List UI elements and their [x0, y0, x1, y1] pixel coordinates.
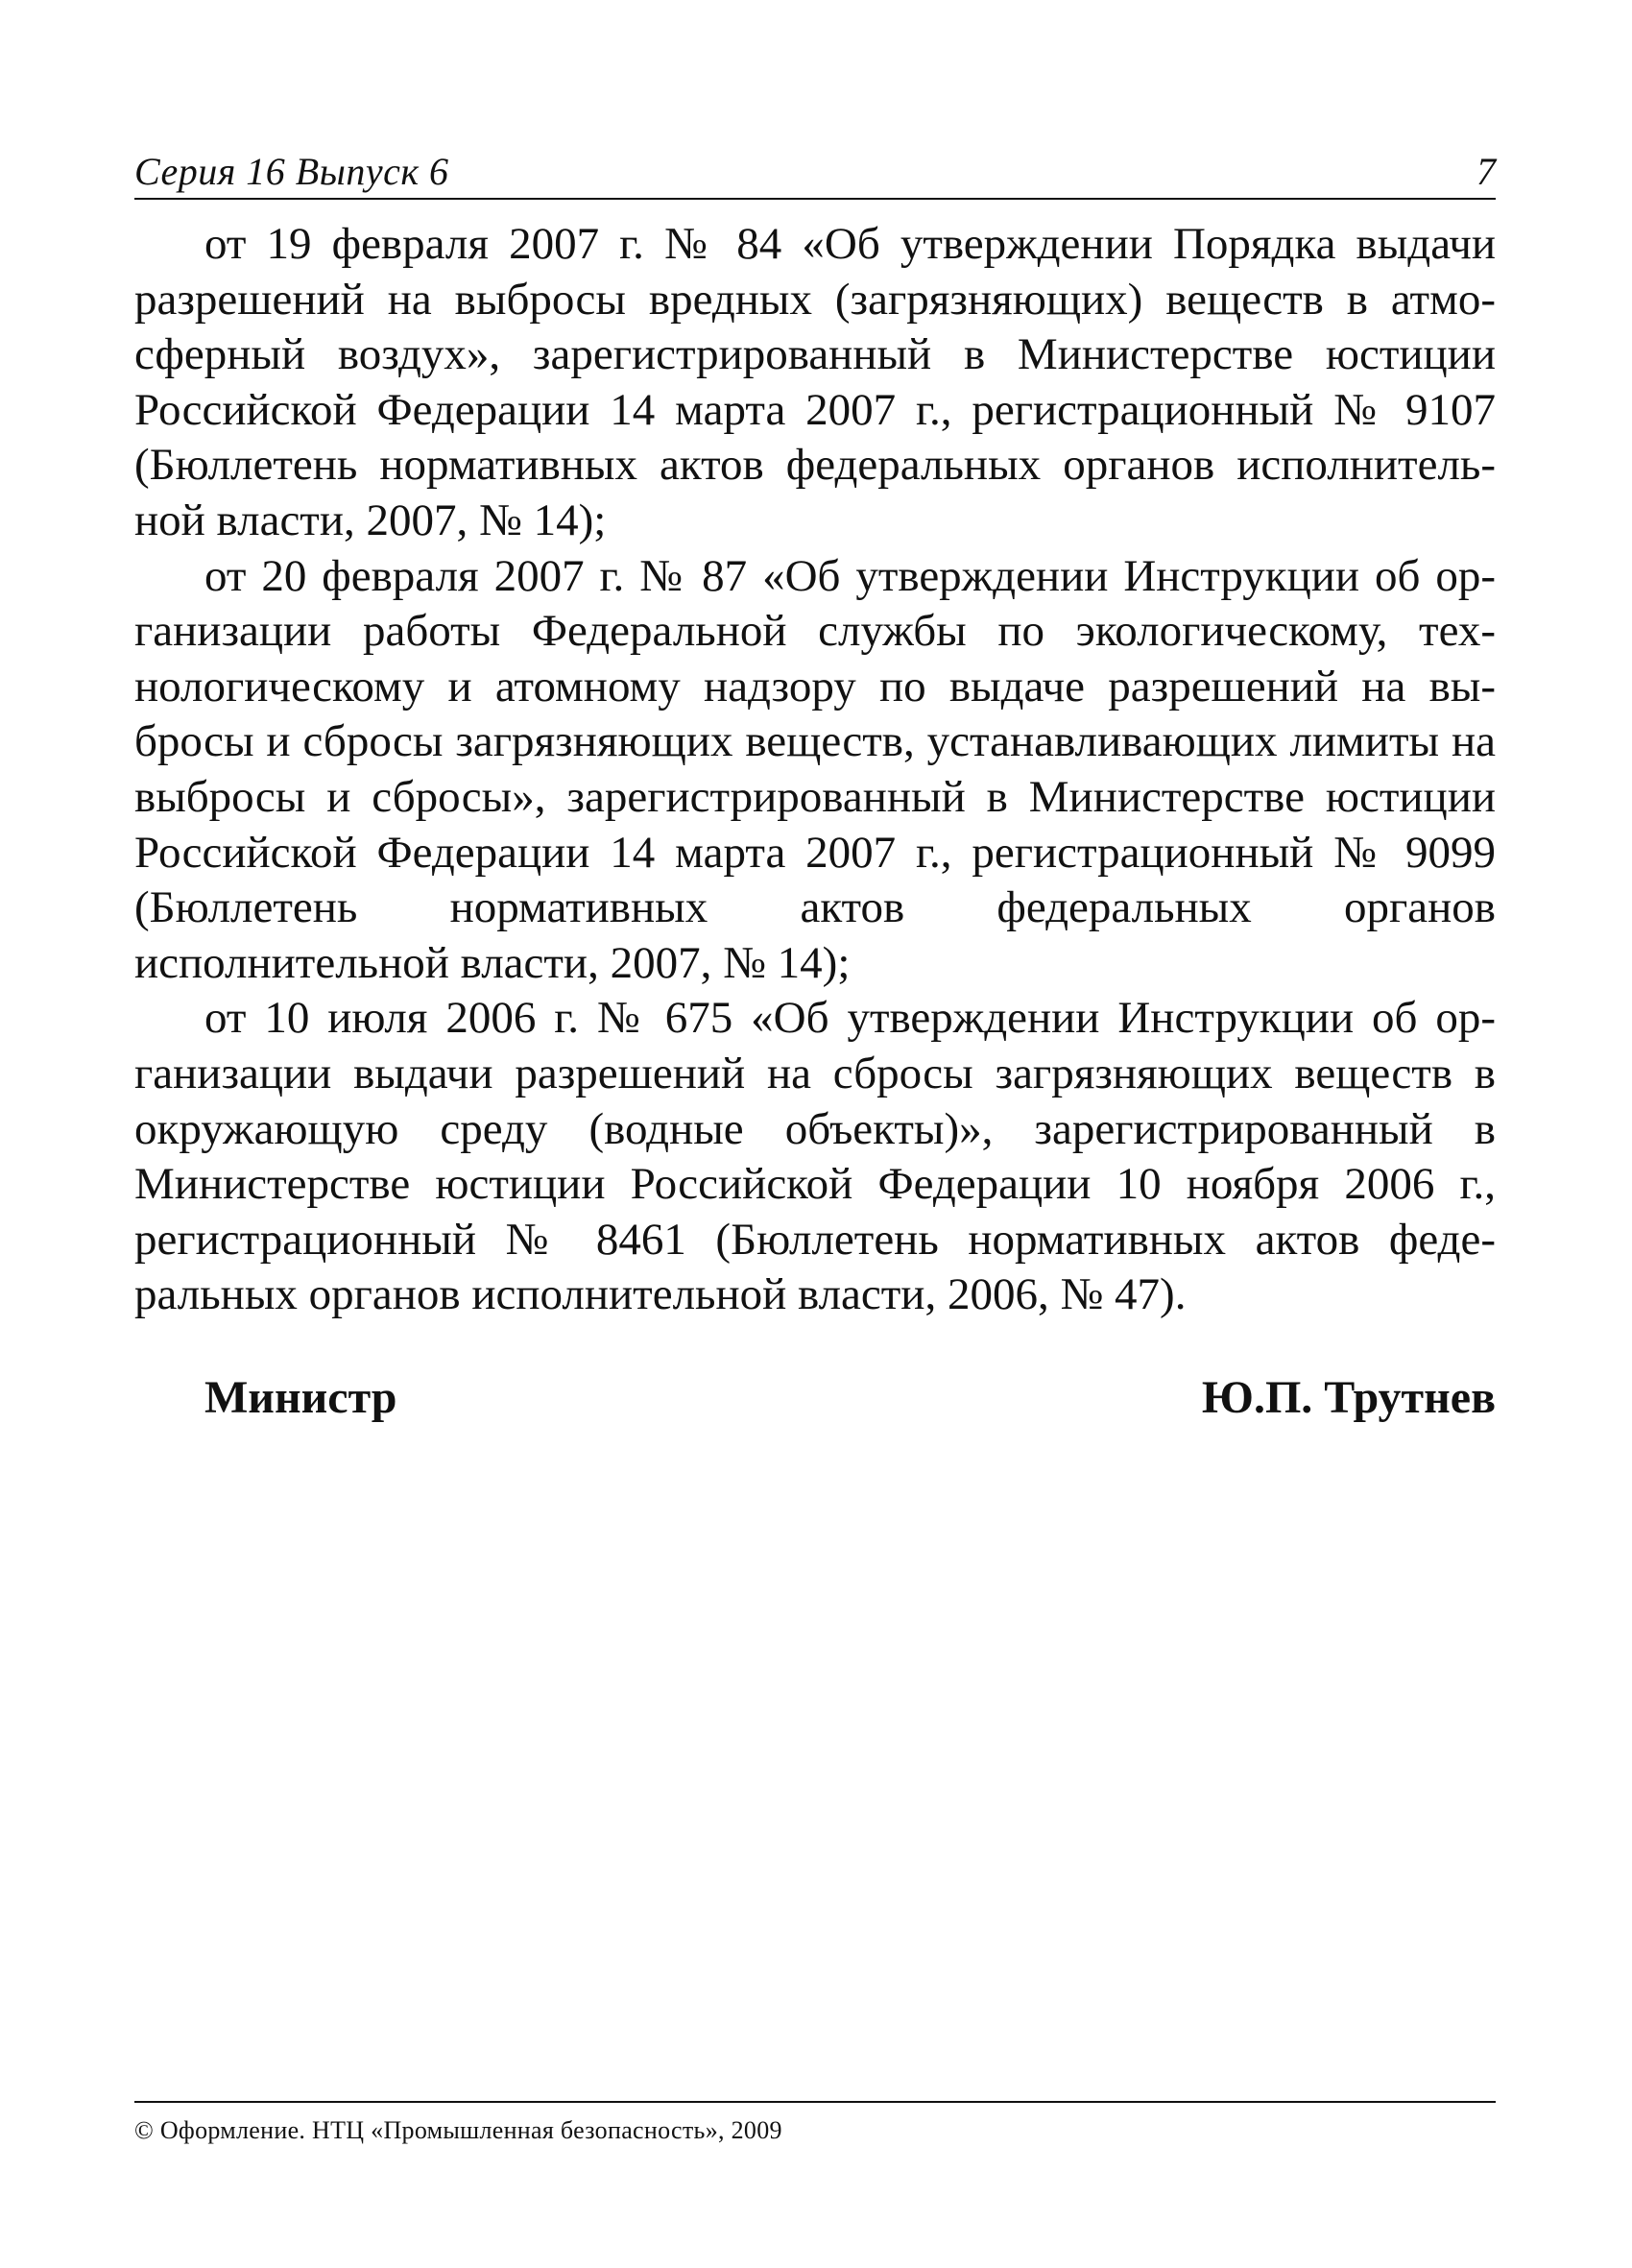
document-body: [134, 217, 1496, 1323]
copyright-footer: © Оформление. НТЦ «Промышленная безопасность», 2009: [134, 2116, 782, 2144]
paragraph-order-675: от 10 июля 2006 г. № 675 «Об утверждении Инструкции об организации выдачи разрешений на сбросы загрязняющих веществ в окружающую среду (водные объекты)», зарегистрированный в Министерстве юстиции Российской Федерации 10 ноября 2006 г., регистрационный № 8461 (Бюллетень нормативных актов федеральных органов исполнительной власти, 2006, № 47).: [134, 993, 1496, 1320]
running-header: [134, 146, 1496, 200]
signatory-name: Ю.П. Трутнев: [1201, 1372, 1496, 1423]
signature-block: [134, 1371, 1496, 1433]
paragraph-order-84: от 19 февраля 2007 г. № 84 «Об утверждении Порядка выдачи разрешений на выбросы вредных (загрязняющих) веществ в атмосферный воздух», зарегистрированный в Министерстве юстиции Российской Федерации 14 марта 2007 г., регистрационный № 9107 (Бюллетень нормативных актов федеральных органов исполнительной власти, 2007, № 14);: [134, 219, 1496, 545]
footer-divider: [134, 2101, 1496, 2103]
page-number: 7: [1476, 150, 1496, 193]
signatory-title: Министр: [204, 1372, 397, 1423]
series-label: Серия 16 Выпуск 6: [134, 150, 449, 193]
paragraph-order-87: от 20 февраля 2007 г. № 87 «Об утверждении Инструкции об организации работы Федеральной службы по экологическому, технологическому и атомному надзору по выдаче разрешений на выбросы и сбросы загрязняющих веществ, устанавливающих лимиты на выбросы и сбросы», зарегистрированный в Министерстве юстиции Российской Федерации 14 марта 2007 г., регистрационный № 9099 (Бюллетень нормативных актов федеральных органов исполнительной власти, 2007, № 14);: [134, 550, 1496, 988]
